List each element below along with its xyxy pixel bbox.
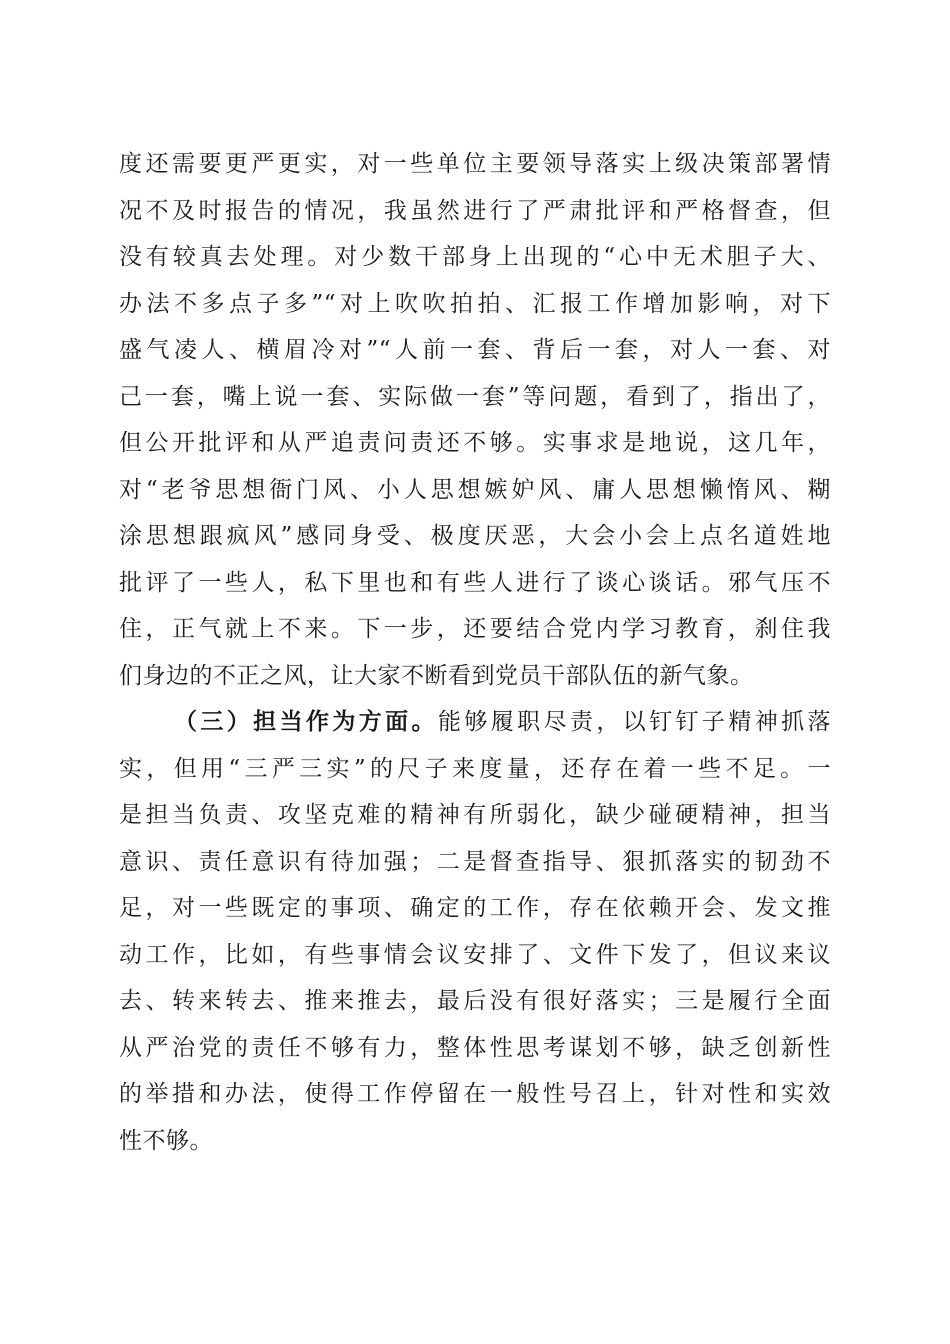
paragraph-line: 意识、责任意识有待加强；二是督查指导、狠抓落实的韧劲不: [119, 848, 831, 875]
section-heading: （三）担当作为方面。: [174, 708, 438, 735]
document-body: [119, 141, 831, 1164]
paragraph-line: 们身边的不正之风，让大家不断看到党员干部队伍的新气象。: [119, 662, 754, 689]
paragraph-line: 但公开批评和从严追责问责还不够。实事求是地说，这几年，: [119, 430, 831, 456]
paragraph-line: 去、转来转去、推来推去，最后没有很好落实；三是履行全面: [119, 988, 831, 1014]
paragraph-line: 对“老爷思想衙门风、小人思想嫉妒风、庸人思想懒惰风、糊: [119, 476, 831, 503]
paragraph-line: 从严治党的责任不够有力，整体性思考谋划不够，缺乏创新性: [119, 1034, 831, 1061]
paragraph-line: 足，对一些既定的事项、确定的工作，存在依赖开会、发文推: [119, 895, 831, 921]
section-first-line-text: 能够履职尽责，以钉钉子精神抓落: [437, 709, 832, 735]
paragraph-line: 住，正气就上不来。下一步，还要结合党内学习教育，刹住我: [119, 616, 831, 642]
paragraph-line: 动工作，比如，有些事情会议安排了、文件下发了，但议来议: [119, 941, 831, 968]
paragraph-line: 性不够。: [119, 1127, 213, 1154]
paragraph-line: 己一套，嘴上说一套、实际做一套”等问题，看到了，指出了，: [119, 383, 831, 410]
paragraph-line: 盛气凌人、横眉冷对”“人前一套、背后一套，对人一套、对: [119, 337, 831, 363]
paragraph-line: 是担当负责、攻坚克难的精神有所弱化，缺少碰硬精神，担当: [119, 802, 831, 828]
paragraph-line: 度还需要更严更实，对一些单位主要领导落实上级决策部署情: [119, 151, 831, 177]
paragraph-line: 况不及时报告的情况，我虽然进行了严肃批评和严格督查，但: [119, 197, 831, 224]
paragraph-line: 没有较真去处理。对少数干部身上出现的“心中无术胆子大、: [119, 244, 831, 270]
paragraph-line: 实，但用“三严三实”的尺子来度量，还存在着一些不足。一: [119, 755, 831, 782]
paragraph-line: 批评了一些人，私下里也和有些人进行了谈心谈话。邪气压不: [119, 569, 831, 596]
paragraph-line: 涂思想跟疯风”感同身受、极度厌恶，大会小会上点名道姓地: [119, 523, 831, 549]
paragraph-line: 的举措和办法，使得工作停留在一般性号召上，针对性和实效: [119, 1081, 831, 1107]
section-first-line: [119, 699, 831, 746]
paragraph-line: 办法不多点子多”“对上吹吹拍拍、汇报工作增加影响，对下: [119, 290, 831, 317]
